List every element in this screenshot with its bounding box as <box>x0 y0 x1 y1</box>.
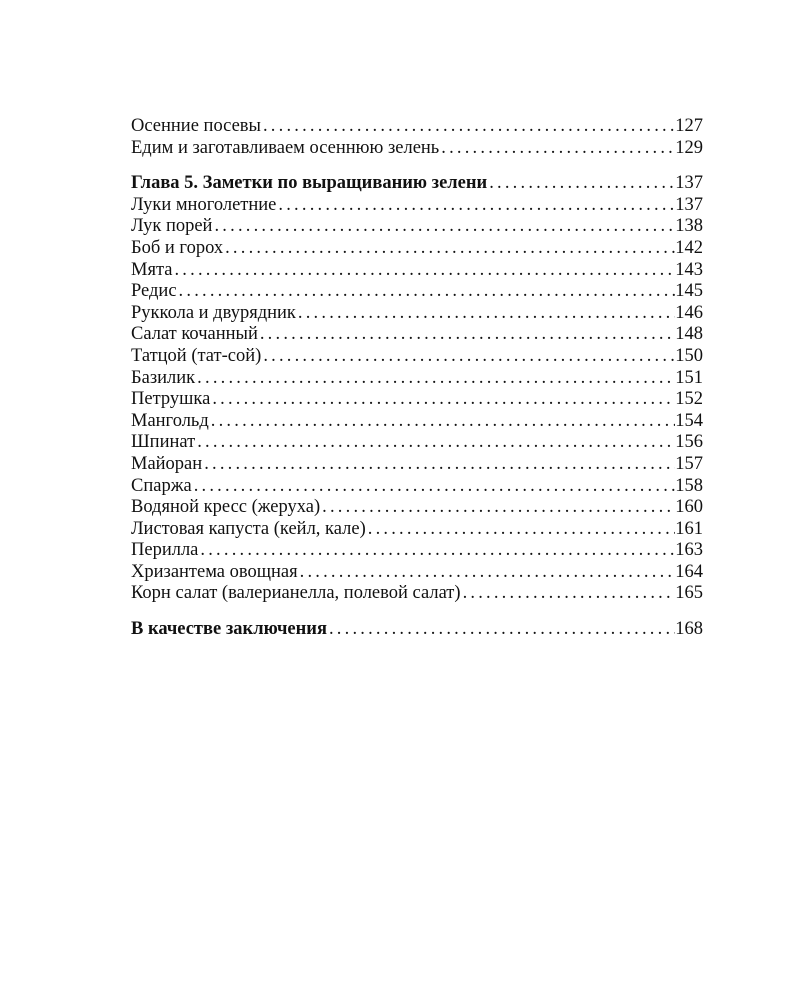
toc-page-number: 158 <box>675 475 703 496</box>
toc-dot-leader <box>441 138 675 160</box>
toc-dot-leader <box>204 454 675 476</box>
toc-entry-title: Лук порей <box>131 216 213 237</box>
toc-page-number: 145 <box>675 281 703 302</box>
toc-entry-title: Мята <box>131 259 173 280</box>
toc-entry-title: Базилик <box>131 367 196 388</box>
toc-entry[interactable] <box>131 281 703 303</box>
toc-dot-leader <box>174 260 675 282</box>
toc-entry[interactable] <box>131 303 703 325</box>
toc-entry-title: Майоран <box>131 453 203 474</box>
toc-page-number: 151 <box>675 367 703 388</box>
toc-group-gap <box>131 605 703 619</box>
toc-entry[interactable] <box>131 138 703 160</box>
toc-entry[interactable] <box>131 324 703 346</box>
toc-entry[interactable] <box>131 540 703 562</box>
toc-dot-leader <box>278 195 675 217</box>
toc-dot-leader <box>194 476 676 498</box>
toc-entry[interactable] <box>131 411 703 433</box>
toc-page-number: 161 <box>675 518 703 539</box>
toc-entry-title: Перилла <box>131 540 199 561</box>
toc-entry-title: Водяной кресс (жеруха) <box>131 497 321 518</box>
toc-entry-title: Руккола и двурядник <box>131 302 296 323</box>
toc-entry[interactable] <box>131 368 703 390</box>
toc-dot-leader <box>322 497 675 519</box>
toc-entry[interactable] <box>131 583 703 605</box>
toc-dot-leader <box>200 540 675 562</box>
toc-entry[interactable] <box>131 476 703 498</box>
toc-entry-title: Салат кочанный <box>131 324 258 345</box>
toc-dot-leader <box>212 389 675 411</box>
toc-entry[interactable] <box>131 454 703 476</box>
toc-page-number: 168 <box>675 619 703 640</box>
toc-dot-leader <box>463 583 676 605</box>
toc-page-number: 138 <box>675 216 703 237</box>
toc-entry[interactable] <box>131 519 703 541</box>
toc-dot-leader <box>211 411 675 433</box>
toc-dot-leader <box>329 619 675 641</box>
toc-page-number: 150 <box>675 345 703 366</box>
toc-entry[interactable] <box>131 195 703 217</box>
toc-dot-leader <box>263 346 675 368</box>
toc-page-number: 163 <box>675 540 703 561</box>
toc-page-number: 137 <box>675 173 703 194</box>
toc-entry[interactable] <box>131 497 703 519</box>
table-of-contents <box>131 116 703 641</box>
toc-dot-leader <box>260 324 675 346</box>
toc-entry-title: Татцой (тат-сой) <box>131 345 262 366</box>
toc-page-number: 165 <box>675 583 703 604</box>
toc-chapter-entry[interactable] <box>131 619 703 641</box>
toc-dot-leader <box>263 116 675 138</box>
toc-entry[interactable] <box>131 116 703 138</box>
toc-entry-title: Луки многолетние <box>131 194 277 215</box>
toc-page-number: 146 <box>675 302 703 323</box>
toc-entry-title: В качестве заключения <box>131 619 327 640</box>
toc-entry-title: Шпинат <box>131 432 196 453</box>
toc-page-number: 143 <box>675 259 703 280</box>
toc-page-number: 148 <box>675 324 703 345</box>
toc-entry-title: Петрушка <box>131 389 211 410</box>
toc-dot-leader <box>197 368 675 390</box>
toc-entry[interactable] <box>131 562 703 584</box>
toc-page-number: 157 <box>675 453 703 474</box>
toc-entry-title: Листовая капуста (кейл, кале) <box>131 518 366 539</box>
toc-entry-title: Корн салат (валерианелла, полевой салат) <box>131 583 461 604</box>
toc-entry-title: Спаржа <box>131 475 192 496</box>
toc-entry[interactable] <box>131 216 703 238</box>
toc-entry-title: Редис <box>131 281 177 302</box>
toc-entry[interactable] <box>131 432 703 454</box>
toc-page-number: 142 <box>675 237 703 258</box>
toc-entry-title: Мангольд <box>131 410 209 431</box>
toc-entry-title: Осенние посевы <box>131 116 261 136</box>
toc-entry[interactable] <box>131 238 703 260</box>
toc-dot-leader <box>214 216 675 238</box>
toc-page-number: 129 <box>675 137 703 158</box>
toc-entry[interactable] <box>131 389 703 411</box>
toc-group-gap <box>131 159 703 173</box>
toc-dot-leader <box>179 281 676 303</box>
toc-chapter-entry[interactable] <box>131 173 703 195</box>
toc-page-number: 137 <box>675 194 703 215</box>
toc-dot-leader <box>197 432 675 454</box>
toc-page-number: 160 <box>675 497 703 518</box>
toc-dot-leader <box>300 562 676 584</box>
toc-entry-title: Едим и заготавливаем осеннюю зелень <box>131 137 440 158</box>
toc-entry[interactable] <box>131 260 703 282</box>
toc-page-number: 156 <box>675 432 703 453</box>
toc-dot-leader <box>225 238 675 260</box>
toc-entry-title: Боб и горох <box>131 237 224 258</box>
toc-dot-leader <box>298 303 675 325</box>
toc-entry[interactable] <box>131 346 703 368</box>
toc-page-number: 127 <box>675 116 703 136</box>
toc-page-number: 154 <box>675 410 703 431</box>
toc-dot-leader <box>368 519 676 541</box>
toc-entry-title: Глава 5. Заметки по выращиванию зелени <box>131 173 488 194</box>
toc-entry-title: Хризантема овощная <box>131 561 298 582</box>
toc-dot-leader <box>489 173 675 195</box>
toc-page-number: 164 <box>675 561 703 582</box>
toc-page-number: 152 <box>675 389 703 410</box>
